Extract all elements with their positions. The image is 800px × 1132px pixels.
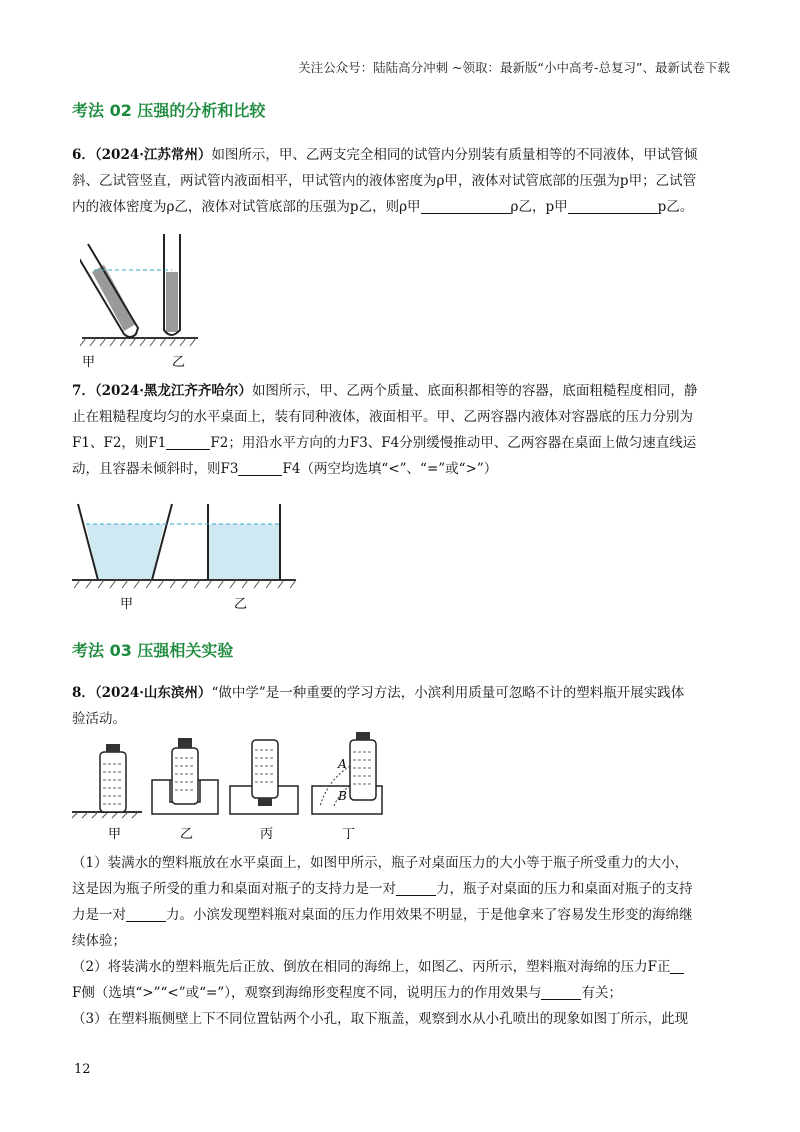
q7-number: 7． — [72, 383, 95, 399]
q8-blank-1[interactable] — [396, 879, 436, 896]
q8-line2: 验活动。 — [72, 711, 126, 727]
question-8-body — [72, 850, 732, 1032]
q8-label-bing: 丙 — [260, 827, 274, 842]
q8-p2-line2a: F侧（选填“>”“<”或“=”），观察到海绵形变程度不同，说明压力的作用效果与 — [72, 985, 542, 1001]
q7-blank-2[interactable] — [238, 459, 282, 476]
q6-line3a: 内的液体密度为ρ乙，液体对试管底部的压强为p乙，则ρ甲 — [72, 199, 421, 215]
q8-label-yi: 乙 — [180, 827, 194, 842]
q7-line2: 止在粗糙程度均匀的水平桌面上，装有同种液体，液面相平。甲、乙两容器内液体对容器底的压力分别为 — [72, 409, 693, 425]
q8-point-b: B — [338, 789, 347, 803]
q8-p1-line2a: 这是因为瓶子所受的重力和桌面对瓶子的支持力是一对 — [72, 881, 396, 897]
section-title-03: 考法 03 压强相关实验 — [72, 641, 234, 660]
q8-p2-line1: （2）将装满水的塑料瓶先后正放、倒放在相同的海绵上，如图乙、丙所示，塑料瓶对海绵的压力F正 — [72, 959, 671, 975]
q7-label-jia: 甲 — [120, 597, 134, 612]
question-6 — [72, 142, 732, 220]
q8-blank-3[interactable] — [670, 957, 684, 974]
q7-blank-1[interactable] — [166, 433, 210, 450]
q6-source: （2024·江苏常州） — [94, 147, 212, 163]
q6-blank-1[interactable] — [421, 197, 511, 214]
q8-p1-line2b: 力，瓶子对桌面的压力和桌面对瓶子的支持 — [436, 881, 693, 897]
q6-test-tube-figure — [80, 232, 230, 372]
q8-p3-line1: （3）在塑料瓶侧壁上下不同位置钻两个小孔，取下瓶盖，观察到水从小孔喷出的现象如图丁所示，此现 — [72, 1011, 689, 1027]
q7-line3a: F1、F2，则F1 — [72, 435, 167, 451]
q7-label-yi: 乙 — [234, 597, 248, 612]
q8-source: （2024·山东滨州） — [94, 685, 212, 701]
q8-blank-4[interactable] — [541, 983, 581, 1000]
q7-line4a: 动，且容器未倾斜时，则F3 — [72, 461, 239, 477]
q8-p1-line4: 续体验； — [72, 933, 126, 949]
q8-p2-line2b: 有关； — [581, 985, 622, 1001]
q7-line3b: F2；用沿水平方向的力F3、F4分别缓慢推动甲、乙两容器在桌面上做匀速直线运 — [210, 435, 697, 451]
q7-line4b: F4（两空均选填“<”、“=”或“>”） — [282, 461, 498, 477]
q8-bottle-figure — [72, 730, 402, 846]
q8-p1-line3b: 力。小滨发现塑料瓶对桌面的压力作用效果不明显，于是他拿来了容易发生形变的海绵继 — [166, 907, 693, 923]
q6-line1: 如图所示，甲、乙两支完全相同的试管内分别装有质量相等的不同液体，甲试管倾 — [211, 147, 698, 163]
question-7 — [72, 378, 732, 482]
q6-label-jia: 甲 — [82, 355, 96, 370]
q6-line2: 斜、乙试管竖直，两试管内液面相平，甲试管内的液体密度为ρ甲，液体对试管底部的压强为p甲；乙试管 — [72, 173, 697, 189]
q6-line3c: p乙。 — [657, 199, 694, 215]
q8-label-ding: 丁 — [342, 827, 356, 842]
q8-point-a: A — [338, 757, 347, 771]
q8-number: 8． — [72, 685, 95, 701]
page-header: 关注公众号：陆陆高分冲刺 ~领取：最新版“小中高考-总复习”、最新试卷下载 — [298, 60, 730, 75]
q8-p1-line3a: 力是一对 — [72, 907, 126, 923]
q6-number: 6． — [72, 147, 95, 163]
q6-line3b: ρ乙，p甲 — [510, 199, 568, 215]
section-title-02: 考法 02 压强的分析和比较 — [72, 101, 266, 120]
q6-blank-2[interactable] — [568, 197, 658, 214]
page-number: 12 — [74, 1062, 91, 1077]
q7-source: （2024·黑龙江齐齐哈尔） — [94, 383, 252, 399]
q8-line1: “做中学”是一种重要的学习方法，小滨利用质量可忽略不计的塑料瓶开展实践体 — [211, 685, 685, 701]
q8-label-jia: 甲 — [108, 827, 122, 842]
q7-line1: 如图所示，甲、乙两个质量、底面积都相等的容器，底面粗糙程度相同，静 — [251, 383, 698, 399]
question-8-intro — [72, 680, 732, 732]
q6-label-yi: 乙 — [172, 355, 186, 370]
q7-container-figure — [70, 498, 300, 614]
q8-p1-line1: （1）装满水的塑料瓶放在水平桌面上，如图甲所示，瓶子对桌面压力的大小等于瓶子所受重力的大小， — [72, 855, 689, 871]
q8-blank-2[interactable] — [126, 905, 166, 922]
